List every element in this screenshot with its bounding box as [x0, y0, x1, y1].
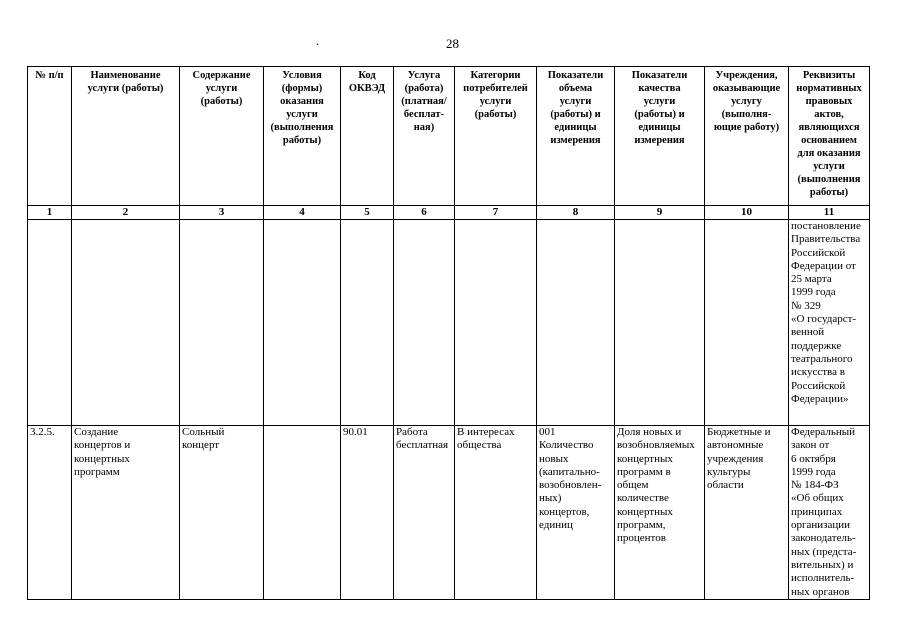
column-number-6: 6 — [394, 206, 455, 220]
column-header-1: № п/п — [28, 67, 72, 206]
column-header-11: Реквизиты нормативных правовых актов, являющихся основанием для оказания услуги (выполнения работы) — [789, 67, 870, 206]
table-cell-8 — [537, 220, 615, 426]
column-header-6: Услуга (работа) (платная/ бесплат- ная) — [394, 67, 455, 206]
column-number-row — [28, 206, 870, 220]
table-cell-8: 001 Количество новых (капитально- возобновлен- ных) концертов, единиц — [537, 426, 615, 600]
column-number-9: 9 — [615, 206, 705, 220]
column-number-10: 10 — [705, 206, 789, 220]
column-header-10: Учреждения, оказывающие услугу (выполня- ющие работу) — [705, 67, 789, 206]
column-header-2: Наименование услуги (работы) — [72, 67, 180, 206]
table-cell-5: 90.01 — [341, 426, 394, 600]
table-row — [28, 220, 870, 426]
table-cell-7 — [455, 220, 537, 426]
table-cell-3 — [180, 220, 264, 426]
table-cell-10: Бюджетные и автономные учреждения культуры области — [705, 426, 789, 600]
table-cell-5 — [341, 220, 394, 426]
table-cell-9 — [615, 220, 705, 426]
table-cell-9: Доля новых и возобновляемых концертных программ в общем количестве концертных программ, процентов — [615, 426, 705, 600]
table-cell-10 — [705, 220, 789, 426]
column-number-4: 4 — [264, 206, 341, 220]
table-cell-1 — [28, 220, 72, 426]
column-number-1: 1 — [28, 206, 72, 220]
column-number-11: 11 — [789, 206, 870, 220]
column-number-8: 8 — [537, 206, 615, 220]
column-number-2: 2 — [72, 206, 180, 220]
services-registry-table — [27, 66, 870, 600]
table-cell-2: Создание концертов и концертных программ — [72, 426, 180, 600]
table-row — [28, 426, 870, 600]
page-number: 28 — [446, 36, 459, 51]
column-header-8: Показатели объема услуги (работы) и единицы измерения — [537, 67, 615, 206]
table-cell-4 — [264, 220, 341, 426]
column-header-4: Условия (формы) оказания услуги (выполнения работы) — [264, 67, 341, 206]
table-cell-4 — [264, 426, 341, 600]
table-header-row — [28, 67, 870, 206]
column-header-9: Показатели качества услуги (работы) и единицы измерения — [615, 67, 705, 206]
table-cell-3: Сольный концерт — [180, 426, 264, 600]
table-cell-11: Федеральный закон от 6 октября 1999 года № 184-ФЗ «Об общих принципах организации законодатель- ных (предста- вительных) и исполнитель- ных органов — [789, 426, 870, 600]
table-cell-7: В интересах общества — [455, 426, 537, 600]
column-header-5: Код ОКВЭД — [341, 67, 394, 206]
table-cell-2 — [72, 220, 180, 426]
stray-dot: . — [316, 34, 319, 48]
column-number-5: 5 — [341, 206, 394, 220]
column-number-3: 3 — [180, 206, 264, 220]
column-number-7: 7 — [455, 206, 537, 220]
table-cell-6: Работа бесплатная — [394, 426, 455, 600]
table-cell-1: 3.2.5. — [28, 426, 72, 600]
column-header-3: Содержание услуги (работы) — [180, 67, 264, 206]
column-header-7: Категории потребителей услуги (работы) — [455, 67, 537, 206]
table-cell-6 — [394, 220, 455, 426]
table-cell-11: постановление Правительства Российской Федерации от 25 марта 1999 года № 329 «О государст- венной поддержке театрального искусства в Российской Федерации» — [789, 220, 870, 426]
